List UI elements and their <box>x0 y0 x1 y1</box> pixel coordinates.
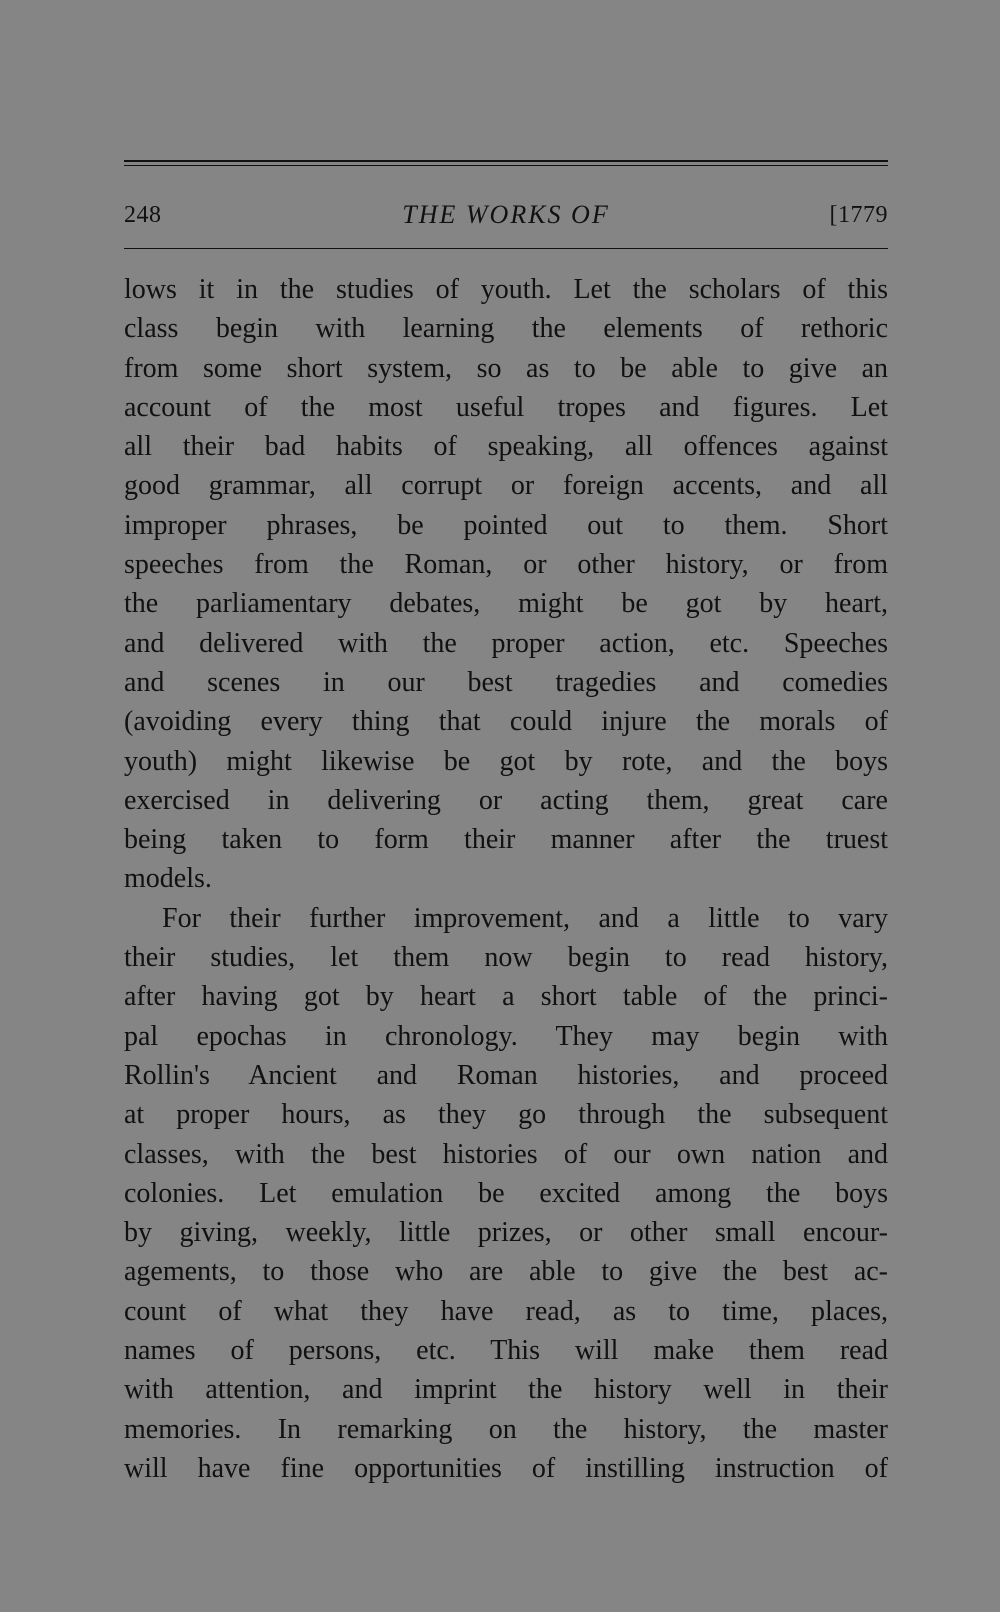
text-line: For their further improvement, and a little to vary <box>162 902 888 934</box>
text-line: Rollin's Ancient and Roman histories, and proceed <box>124 1059 888 1091</box>
text-line: speeches from the Roman, or other history, or from <box>124 549 888 581</box>
text-line: and scenes in our best tragedies and comedies <box>124 666 888 698</box>
text-line: names of persons, etc. This will make them read <box>124 1335 888 1367</box>
text-line: classes, with the best histories of our own nation and <box>124 1138 888 1170</box>
text-line: exercised in delivering or acting them, great care <box>124 784 888 816</box>
paragraph-1 <box>124 270 888 899</box>
page-header <box>124 166 888 229</box>
text-line: agements, to those who are able to give the best ac- <box>124 1256 888 1288</box>
page-number: 248 <box>124 202 162 228</box>
text-line: models. <box>124 863 212 895</box>
text-line: at proper hours, as they go through the subsequent <box>124 1099 888 1131</box>
text-line: will have fine opportunities of instilling instruction of <box>124 1452 888 1484</box>
running-title: THE WORKS OF <box>402 200 610 229</box>
text-line: (avoiding every thing that could injure the morals of <box>124 706 888 738</box>
text-line: account of the most useful tropes and figures. Let <box>124 391 888 423</box>
text-line: after having got by heart a short table of the princi- <box>124 981 888 1013</box>
text-line: memories. In remarking on the history, the master <box>124 1413 888 1445</box>
text-line: by giving, weekly, little prizes, or other small encour- <box>124 1217 888 1249</box>
text-line: count of what they have read, as to time, places, <box>124 1295 888 1327</box>
text-line: pal epochas in chronology. They may begin with <box>124 1020 888 1052</box>
paragraph-2 <box>124 899 888 1488</box>
text-line: being taken to form their manner after the truest <box>124 824 888 856</box>
header-rule <box>124 248 888 249</box>
text-line: the parliamentary debates, might be got by heart, <box>124 588 888 620</box>
text-line: all their bad habits of speaking, all offences against <box>124 431 888 463</box>
text-line: colonies. Let emulation be excited among the boys <box>124 1177 888 1209</box>
text-line: good grammar, all corrupt or foreign accents, and all <box>124 470 888 502</box>
book-page <box>124 160 888 1484</box>
text-line: improper phrases, be pointed out to them. Short <box>124 509 888 541</box>
text-line: lows it in the studies of youth. Let the scholars of this <box>124 274 888 305</box>
body-text <box>124 270 888 1488</box>
text-line: class begin with learning the elements of rethoric <box>124 313 888 345</box>
text-line: with attention, and imprint the history well in their <box>124 1374 888 1406</box>
year-marker: [1779 <box>829 202 888 228</box>
text-line: youth) might likewise be got by rote, and the boys <box>124 745 888 777</box>
text-line: from some short system, so as to be able to give an <box>124 352 888 384</box>
text-line: their studies, let them now begin to read history, <box>124 942 888 974</box>
text-line: and delivered with the proper action, etc. Speeches <box>124 627 888 659</box>
